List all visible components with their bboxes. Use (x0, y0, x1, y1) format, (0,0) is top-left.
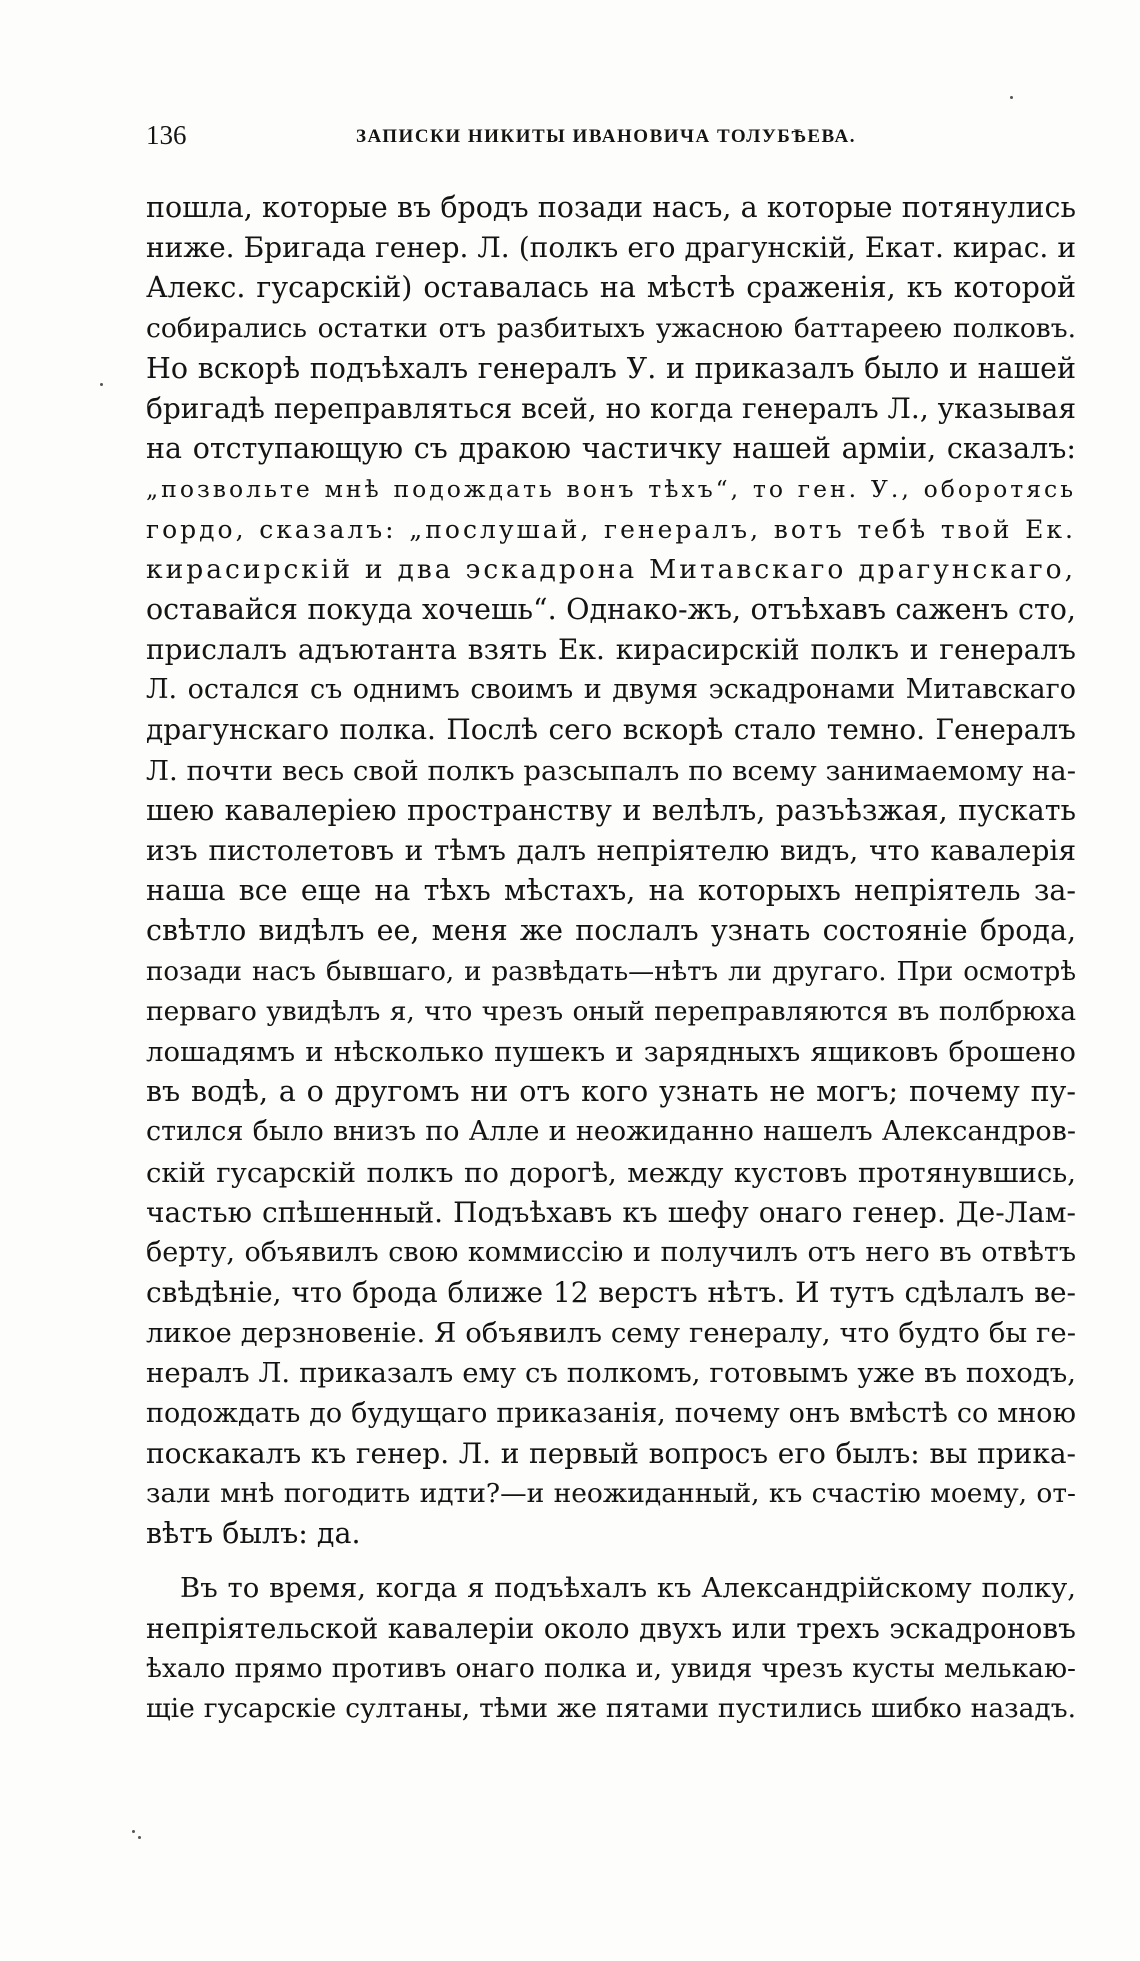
running-title: ЗАПИСКИ НИКИТЫ ИВАНОВИЧА ТОЛУБѢЕВА. (356, 126, 857, 147)
text-line: поскакалъ къ генер. Л. и первый вопросъ его былъ: вы прика- (146, 1436, 1076, 1470)
text-line: изъ пистолетовъ и тѣмъ далъ непріятелю видъ, что кавалерія (146, 834, 1076, 867)
scan-speck (132, 1830, 135, 1833)
text-line: свѣтло видѣлъ ее, меня же послалъ узнать состояніе брода, (146, 914, 1076, 948)
text-line: кирасирскій и два эскадрона Митавскаго драгунскаго, (146, 553, 1076, 585)
text-line: нералъ Л. приказалъ ему съ полкомъ, готовымъ уже въ походъ, (146, 1357, 1076, 1390)
paragraph-1 (146, 188, 1076, 1554)
text-line: шею кавалеріею пространству и велѣлъ, разъѣзжая, пускать (146, 793, 1076, 827)
paragraph-2 (146, 1568, 1076, 1729)
text-line: ликое дерзновеніе. Я объявилъ сему генералу, что будто бы ге- (146, 1317, 1076, 1350)
text-line: стился было внизъ по Алле и неожиданно нашелъ Александров- (146, 1116, 1076, 1148)
text-line: собирались остатки отъ разбитыхъ ужасною баттареею полковъ. (146, 312, 1076, 344)
text-line: ниже. Бригада генер. Л. (полкъ его драгунскій, Екат. кирас. и (146, 231, 1076, 265)
running-head (146, 118, 1076, 162)
text-line: прислалъ адъютанта взять Ек. кирасирскій полкъ и генералъ (146, 633, 1076, 667)
text-line: щіе гусарскіе султаны, тѣми же пятами пустились шибко назадъ. (146, 1692, 1076, 1724)
text-line: берту, объявилъ свою коммиссію и получилъ отъ него въ отвѣтъ (146, 1236, 1076, 1268)
page-number: 136 (146, 120, 187, 150)
text-line: Л. остался съ однимъ своимъ и двумя эскадронами Митавскаго (146, 674, 1076, 706)
text-line: оставайся покуда хочешь“. Однако-жъ, отъѣхавъ саженъ сто, (146, 592, 1076, 626)
text-line: подождать до будущаго приказанія, почему онъ вмѣстѣ со мною (146, 1397, 1076, 1429)
text-line: бригадѣ переправляться всей, но когда генералъ Л., указывая (146, 391, 1076, 425)
body-text (146, 188, 1076, 1729)
scan-speck (100, 383, 103, 386)
text-line: зали мнѣ погодить идти?—и неожиданный, къ счастію моему, от- (146, 1478, 1076, 1509)
scan-speck (138, 1836, 141, 1839)
text-line: перваго увидѣлъ я, что чрезъ оный переправляются въ полбрюха (146, 995, 1076, 1027)
text-line: Л. почти весь свой полкъ разсыпалъ по всему занимаемому на- (146, 754, 1076, 787)
text-line: наша все еще на тѣхъ мѣстахъ, на которыхъ непріятель за- (146, 874, 1076, 908)
text-line: на отступающую съ дракою частичку нашей арміи, сказалъ: (146, 432, 1076, 466)
text-line: Но вскорѣ подъѣхалъ генералъ У. и приказалъ было и нашей (146, 351, 1076, 385)
paragraph-gap (146, 1554, 1076, 1568)
text-line: частью спѣшенный. Подъѣхавъ къ шефу онаго генер. Де-Лам- (146, 1195, 1076, 1229)
text-line: драгунскаго полка. Послѣ сего вскорѣ стало темно. Генералъ (146, 713, 1076, 747)
text-line: пошла, которые въ бродъ позади насъ, а которые потянулись (146, 191, 1076, 224)
scan-speck (1010, 96, 1013, 99)
text-line: скій гусарскій полкъ по дорогѣ, между кустовъ протянувшись, (146, 1156, 1076, 1189)
text-line: Въ то время, когда я подъѣхалъ къ Александрійскому полку, (180, 1572, 1076, 1605)
text-line: свѣдѣніе, что брода ближе 12 верстъ нѣтъ. И тутъ сдѣлалъ ве- (146, 1276, 1076, 1310)
text-line: гордо, сказалъ: „послушай, генералъ, вотъ тебѣ твой Ек. (146, 514, 1076, 544)
text-line: ѣхало прямо противъ онаго полка и, увидя чрезъ кусты мелькаю- (146, 1652, 1076, 1684)
text-line: вѣтъ былъ: да. (146, 1517, 361, 1551)
text-line: Алекс. гусарскій) оставалась на мѣстѣ сраженія, къ которой (146, 271, 1076, 305)
text-line: лошадямъ и нѣсколько пушекъ и зарядныхъ ящиковъ брошено (146, 1035, 1076, 1068)
text-line: непріятельской кавалеріи около двухъ или трехъ эскадроновъ (146, 1611, 1076, 1645)
text-line: въ водѣ, а о другомъ ни отъ кого узнать не могъ; почему пу- (146, 1075, 1076, 1109)
text-line: „позвольте мнѣ подождать вонъ тѣхъ“, то ген. У., оборотясь (146, 475, 1076, 504)
text-line: позади насъ бывшаго, и развѣдать—нѣтъ ли другаго. При осмотрѣ (146, 956, 1076, 987)
